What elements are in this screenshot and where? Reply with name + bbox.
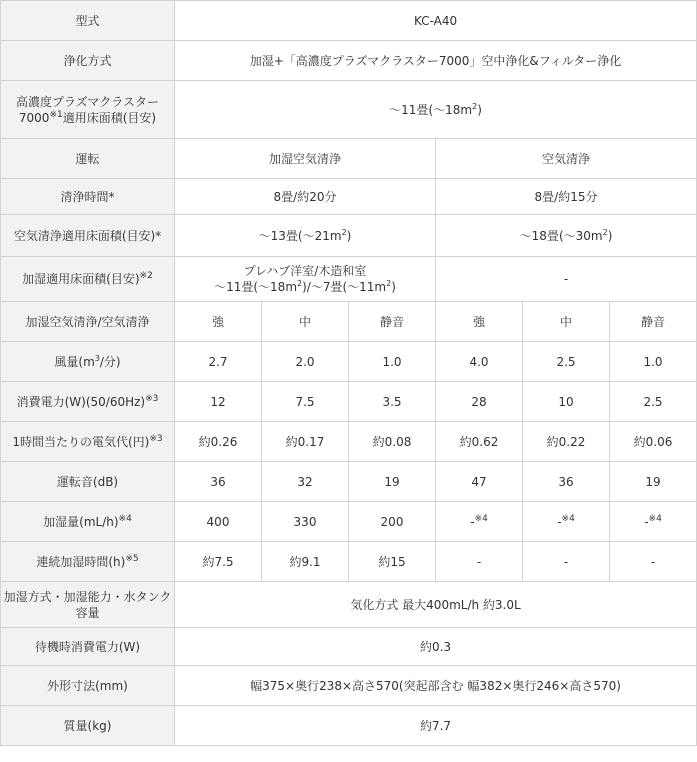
row-purification-method: [1, 41, 697, 81]
electricity-cost-cell: 約0.08: [349, 422, 436, 462]
airflow-label-b: /分): [99, 354, 121, 369]
power-cell: 10: [523, 382, 610, 422]
humidify-area-air-purify: -: [436, 257, 697, 302]
plasmacluster-label-note: ※1: [49, 109, 63, 120]
row-modes: [1, 302, 697, 342]
mass-label: 質量(kg): [1, 706, 175, 746]
humidify-area-label-note: ※2: [139, 271, 153, 281]
humidify-area-value: [175, 257, 436, 302]
mode-cell: 静音: [349, 302, 436, 342]
humidification-amount-air-cell: [610, 502, 697, 542]
humidify-spec-value: 気化方式 最大400mL/h 約3.0L: [175, 582, 697, 628]
air-cleaning-humidify-sup: 2: [341, 227, 347, 237]
plasmacluster-label-line1: 高濃度プラズマクラスター: [15, 94, 160, 109]
plasmacluster-area-label: [1, 81, 175, 139]
standby-power-label: 待機時消費電力(W): [1, 628, 175, 666]
humidify-area-line2c: ): [391, 280, 396, 294]
noise-cell: 36: [523, 462, 610, 502]
humidification-amount-label-note: ※4: [118, 513, 132, 524]
power-label-text: 消費電力(W)(50/60Hz): [16, 394, 146, 409]
row-mass: [1, 706, 697, 746]
mode-cell: 静音: [610, 302, 697, 342]
electricity-cost-cell: 約0.62: [436, 422, 523, 462]
humidify-area-line2-sup2: 2: [386, 279, 392, 288]
continuous-humidify-label: [1, 542, 175, 582]
plasmacluster-label-line2b: 適用床面積(目安): [62, 110, 157, 125]
power-cell: 7.5: [262, 382, 349, 422]
row-dimensions: [1, 666, 697, 706]
row-humidify-spec: [1, 582, 697, 628]
row-model: [1, 1, 697, 41]
plasmacluster-value-a: 〜11畳(〜18m: [389, 102, 473, 117]
row-power: [1, 382, 697, 422]
air-cleaning-area-humidify: [175, 215, 436, 257]
operation-label: 運転: [1, 139, 175, 179]
humidification-amount-air-cell: [436, 502, 523, 542]
humidification-dash: -: [644, 514, 649, 529]
humidification-dash-note: ※4: [474, 513, 488, 524]
continuous-humidify-cell: -: [610, 542, 697, 582]
humidification-amount-label: [1, 502, 175, 542]
humidification-dash: -: [470, 514, 475, 529]
electricity-cost-cell: 約0.22: [523, 422, 610, 462]
humidification-amount-cell: 200: [349, 502, 436, 542]
air-cleaning-area-label: 空気清浄適用床面積(目安)*: [1, 215, 175, 257]
continuous-humidify-cell: 約15: [349, 542, 436, 582]
model-value: KC-A40: [175, 1, 697, 41]
humidify-area-line2b: )/〜7畳(〜11m: [302, 280, 387, 294]
airflow-cell: 1.0: [349, 342, 436, 382]
noise-label: 運転音(dB): [1, 462, 175, 502]
mode-cell: 強: [175, 302, 262, 342]
electricity-cost-cell: 約0.06: [610, 422, 697, 462]
air-cleaning-air-sup: 2: [602, 227, 608, 237]
humidify-area-line2-sup1: 2: [297, 279, 303, 288]
electricity-cost-cell: 約0.26: [175, 422, 262, 462]
noise-cell: 47: [436, 462, 523, 502]
row-noise: [1, 462, 697, 502]
humidification-amount-air-cell: [523, 502, 610, 542]
cleaning-time-air-purify: 8畳/約15分: [436, 179, 697, 215]
dimensions-value: 幅375×奥行238×高さ570(突起部含む 幅382×奥行246×高さ570): [175, 666, 697, 706]
humidify-area-label: [1, 257, 175, 302]
continuous-humidify-cell: -: [436, 542, 523, 582]
standby-power-value: 約0.3: [175, 628, 697, 666]
mass-value: 約7.7: [175, 706, 697, 746]
row-operation: [1, 139, 697, 179]
purification-method-value: 加湿+「高濃度プラズマクラスター7000」空中浄化&フィルター浄化: [175, 41, 697, 81]
humidify-area-line2a: 〜11畳(〜18m: [214, 280, 298, 294]
airflow-label-sup: 3: [94, 353, 100, 363]
airflow-cell: 2.5: [523, 342, 610, 382]
airflow-cell: 4.0: [436, 342, 523, 382]
electricity-cost-label: [1, 422, 175, 462]
humidification-amount-cell: 400: [175, 502, 262, 542]
power-label-note: ※3: [145, 393, 159, 404]
continuous-humidify-label-note: ※5: [125, 553, 139, 564]
row-cleaning-time: [1, 179, 697, 215]
airflow-cell: 2.7: [175, 342, 262, 382]
row-continuous-humidify: [1, 542, 697, 582]
row-electricity-cost: [1, 422, 697, 462]
dimensions-label: 外形寸法(mm): [1, 666, 175, 706]
mode-cell: 中: [262, 302, 349, 342]
humidification-amount-label-text: 加湿量(mL/h): [43, 514, 119, 529]
row-standby-power: [1, 628, 697, 666]
continuous-humidify-label-text: 連続加湿時間(h): [36, 554, 126, 569]
cleaning-time-humidify-purify: 8畳/約20分: [175, 179, 436, 215]
row-humidify-area: [1, 257, 697, 302]
noise-cell: 32: [262, 462, 349, 502]
power-cell: 2.5: [610, 382, 697, 422]
humidify-area-line1: プレハブ洋室/木造和室: [243, 264, 367, 278]
air-cleaning-humidify-a: 〜13畳(〜21m: [258, 228, 342, 243]
row-air-cleaning-area: [1, 215, 697, 257]
humidification-dash-note: ※4: [561, 513, 575, 524]
humidification-dash-note: ※4: [648, 513, 662, 524]
electricity-cost-cell: 約0.17: [262, 422, 349, 462]
plasmacluster-value-b: ): [477, 102, 482, 117]
continuous-humidify-cell: -: [523, 542, 610, 582]
model-label: 型式: [1, 1, 175, 41]
airflow-cell: 1.0: [610, 342, 697, 382]
power-cell: 12: [175, 382, 262, 422]
continuous-humidify-cell: 約9.1: [262, 542, 349, 582]
plasmacluster-value-sup: 2: [472, 101, 478, 111]
plasmacluster-label-line2a: 7000: [18, 110, 50, 125]
airflow-label-a: 風量(m: [54, 354, 95, 369]
power-cell: 3.5: [349, 382, 436, 422]
noise-cell: 36: [175, 462, 262, 502]
airflow-cell: 2.0: [262, 342, 349, 382]
operation-air-purify: 空気清浄: [436, 139, 697, 179]
electricity-cost-label-text: 1時間当たりの電気代(円): [12, 434, 150, 449]
humidification-dash: -: [557, 514, 562, 529]
electricity-cost-label-note: ※3: [149, 433, 163, 444]
humidify-spec-label: 加湿方式・加湿能力・水タンク容量: [1, 582, 175, 628]
row-airflow: [1, 342, 697, 382]
mode-cell: 強: [436, 302, 523, 342]
air-cleaning-air-b: ): [607, 228, 613, 243]
operation-humidify-purify: 加湿空気清浄: [175, 139, 436, 179]
air-cleaning-air-a: 〜18畳(〜30m: [519, 228, 603, 243]
modes-label: 加湿空気清浄/空気清浄: [1, 302, 175, 342]
power-label: [1, 382, 175, 422]
purification-method-label: 浄化方式: [1, 41, 175, 81]
noise-cell: 19: [349, 462, 436, 502]
noise-cell: 19: [610, 462, 697, 502]
mode-cell: 中: [523, 302, 610, 342]
row-humidification-amount: [1, 502, 697, 542]
plasmacluster-area-value: [175, 81, 697, 139]
humidify-area-label-text: 加湿適用床面積(目安): [22, 272, 140, 286]
continuous-humidify-cell: 約7.5: [175, 542, 262, 582]
row-plasmacluster-area: [1, 81, 697, 139]
airflow-label: [1, 342, 175, 382]
cleaning-time-label: 清浄時間*: [1, 179, 175, 215]
air-cleaning-area-air: [436, 215, 697, 257]
power-cell: 28: [436, 382, 523, 422]
air-cleaning-humidify-b: ): [346, 228, 352, 243]
humidification-amount-cell: 330: [262, 502, 349, 542]
